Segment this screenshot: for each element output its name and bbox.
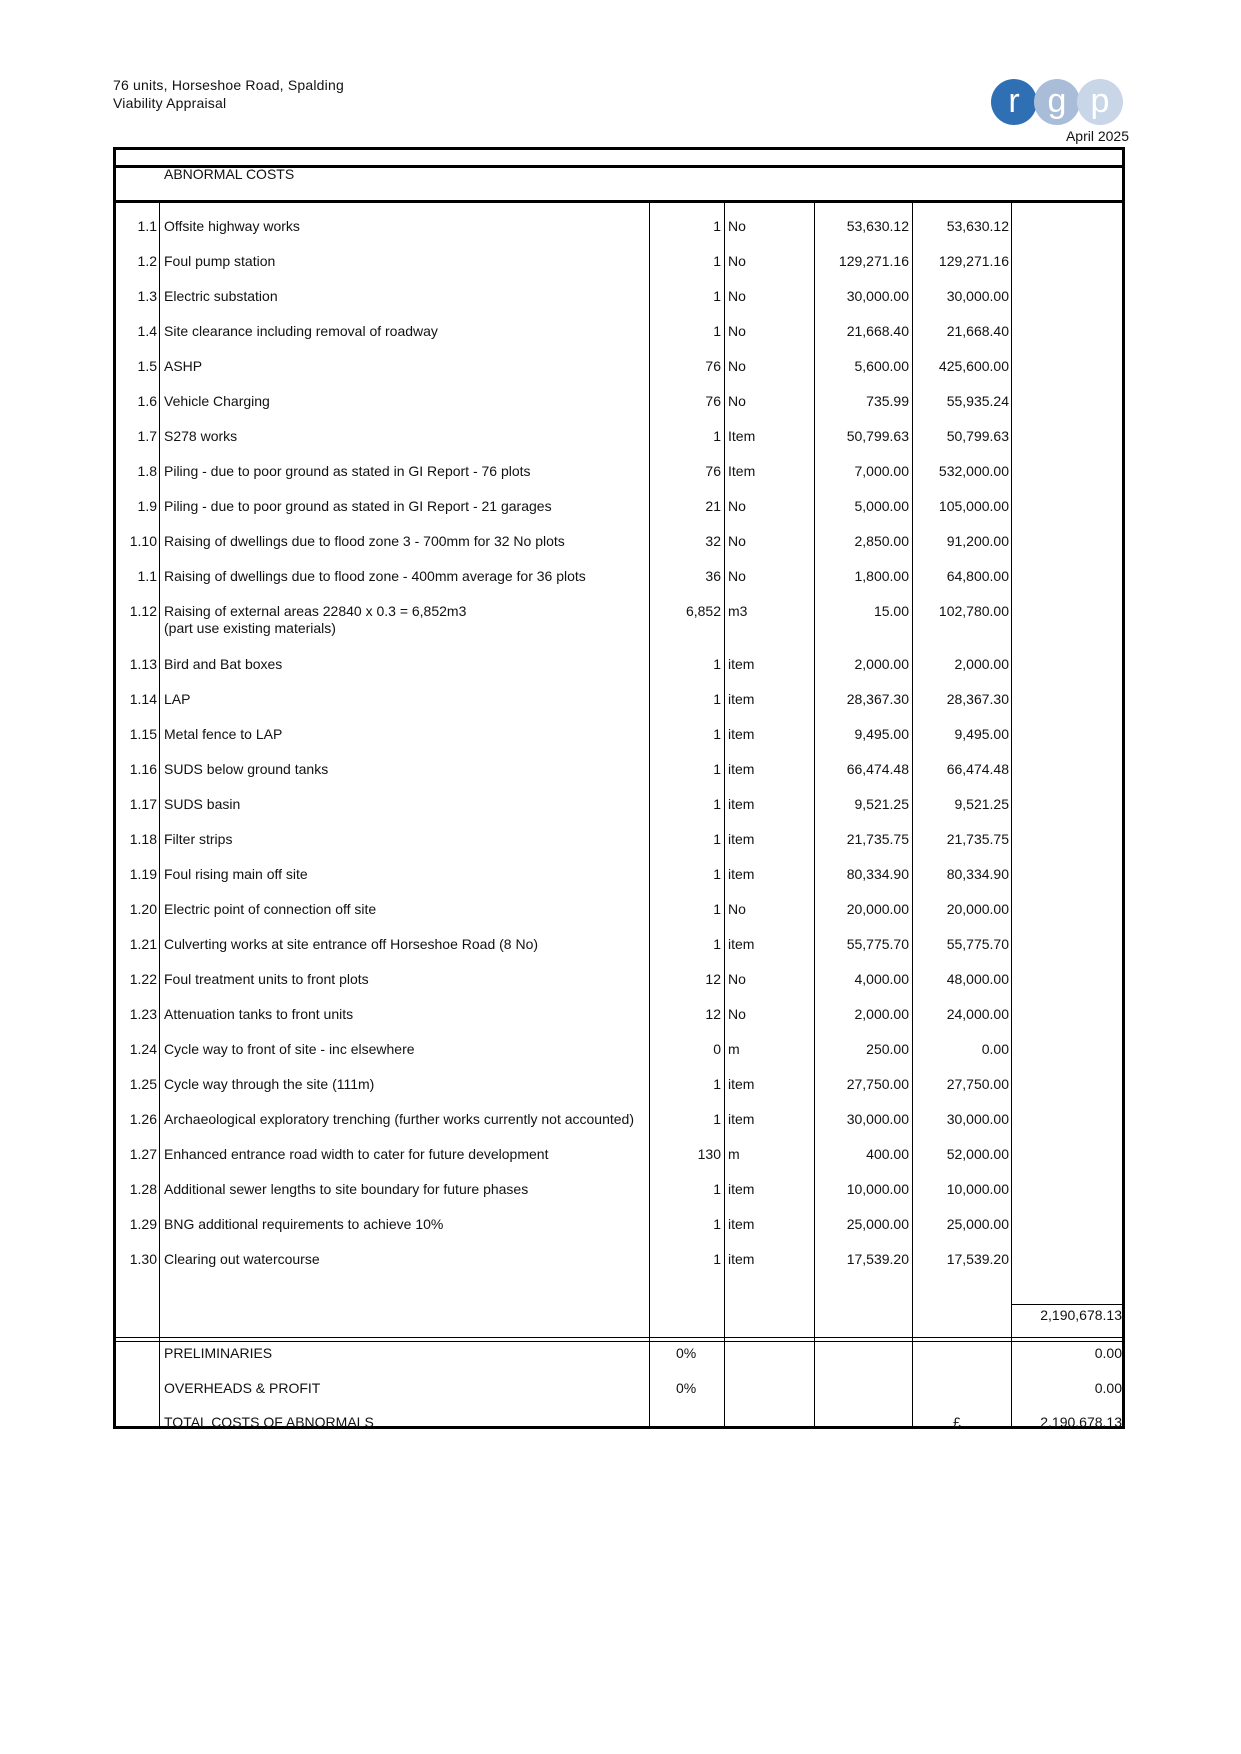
item-description: LAP bbox=[164, 691, 191, 707]
item-number: 1.8 bbox=[137, 463, 157, 479]
item-description: Additional sewer lengths to site boundary for future phases bbox=[164, 1181, 529, 1197]
item-unit: Item bbox=[728, 428, 756, 444]
item-total: 55,775.70 bbox=[946, 936, 1009, 952]
item-quantity: 1 bbox=[713, 253, 721, 269]
item-total: 10,000.00 bbox=[946, 1181, 1009, 1197]
item-quantity: 1 bbox=[713, 691, 721, 707]
item-unit: m bbox=[728, 1041, 740, 1057]
item-rate: 2,000.00 bbox=[854, 656, 909, 672]
report-date: April 2025 bbox=[1065, 128, 1129, 144]
item-quantity: 1 bbox=[713, 1076, 721, 1092]
item-rate: 1,800.00 bbox=[854, 568, 909, 584]
item-unit: m bbox=[728, 1146, 740, 1162]
item-quantity: 32 bbox=[705, 533, 721, 549]
item-total: 532,000.00 bbox=[938, 463, 1009, 479]
item-rate: 5,600.00 bbox=[854, 358, 909, 374]
item-total: 28,367.30 bbox=[946, 691, 1009, 707]
item-total: 66,474.48 bbox=[946, 761, 1009, 777]
document-header bbox=[113, 76, 344, 112]
item-rate: 2,850.00 bbox=[854, 533, 909, 549]
subtotal-rule bbox=[1012, 1304, 1125, 1305]
item-quantity: 76 bbox=[705, 358, 721, 374]
outer-border-left bbox=[113, 147, 116, 1429]
outer-border-top bbox=[113, 147, 1125, 150]
item-number: 1.27 bbox=[129, 1146, 157, 1162]
item-rate: 66,474.48 bbox=[846, 761, 909, 777]
item-total: 48,000.00 bbox=[946, 971, 1009, 987]
item-quantity: 1 bbox=[713, 831, 721, 847]
item-quantity: 1 bbox=[713, 323, 721, 339]
document-subtitle: Viability Appraisal bbox=[113, 95, 227, 111]
item-total: 102,780.00 bbox=[938, 603, 1009, 619]
item-unit: No bbox=[728, 218, 746, 234]
item-unit: No bbox=[728, 1006, 746, 1022]
footer-percentage: 0% bbox=[676, 1380, 697, 1396]
item-unit: Item bbox=[728, 463, 756, 479]
item-unit: No bbox=[728, 498, 746, 514]
item-rate: 7,000.00 bbox=[854, 463, 909, 479]
footer-amount: 2,190,678.13 bbox=[1040, 1414, 1122, 1430]
column-divider-5 bbox=[1011, 203, 1012, 1429]
item-number: 1.13 bbox=[129, 656, 157, 672]
column-divider-4 bbox=[912, 203, 913, 1429]
item-description: Enhanced entrance road width to cater for future development bbox=[164, 1146, 549, 1162]
item-total: 0.00 bbox=[981, 1041, 1009, 1057]
item-rate: 28,367.30 bbox=[846, 691, 909, 707]
item-rate: 80,334.90 bbox=[846, 866, 909, 882]
item-total: 2,000.00 bbox=[954, 656, 1009, 672]
item-description: Cycle way through the site (111m) bbox=[164, 1076, 375, 1092]
item-total: 80,334.90 bbox=[946, 866, 1009, 882]
item-unit: item bbox=[728, 691, 755, 707]
item-description: S278 works bbox=[164, 428, 238, 444]
item-total: 30,000.00 bbox=[946, 288, 1009, 304]
item-unit: No bbox=[728, 971, 746, 987]
item-unit: No bbox=[728, 568, 746, 584]
item-rate: 21,668.40 bbox=[846, 323, 909, 339]
footer-label: PRELIMINARIES bbox=[164, 1345, 273, 1361]
item-rate: 50,799.63 bbox=[846, 428, 909, 444]
item-total: 9,521.25 bbox=[954, 796, 1009, 812]
item-rate: 15.00 bbox=[873, 603, 909, 619]
item-description: Raising of dwellings due to flood zone - 400mm average for 36 plots bbox=[164, 568, 586, 584]
item-total: 30,000.00 bbox=[946, 1111, 1009, 1127]
item-description: BNG additional requirements to achieve 10% bbox=[164, 1216, 444, 1232]
item-total: 129,271.16 bbox=[938, 253, 1009, 269]
item-total: 50,799.63 bbox=[946, 428, 1009, 444]
item-number: 1.18 bbox=[129, 831, 157, 847]
item-number: 1.29 bbox=[129, 1216, 157, 1232]
item-quantity: 1 bbox=[713, 796, 721, 812]
item-number: 1.24 bbox=[129, 1041, 157, 1057]
item-rate: 21,735.75 bbox=[846, 831, 909, 847]
item-description: SUDS basin bbox=[164, 796, 241, 812]
item-number: 1.2 bbox=[137, 253, 157, 269]
item-unit: No bbox=[728, 393, 746, 409]
item-description: Metal fence to LAP bbox=[164, 726, 283, 742]
item-total: 105,000.00 bbox=[938, 498, 1009, 514]
item-quantity: 1 bbox=[713, 656, 721, 672]
item-number: 1.4 bbox=[137, 323, 157, 339]
column-divider-2 bbox=[724, 203, 725, 1429]
item-total: 21,735.75 bbox=[946, 831, 1009, 847]
item-unit: item bbox=[728, 1111, 755, 1127]
item-rate: 17,539.20 bbox=[846, 1251, 909, 1267]
item-number: 1.17 bbox=[129, 796, 157, 812]
footer-amount: 0.00 bbox=[1094, 1380, 1122, 1396]
item-total: 52,000.00 bbox=[946, 1146, 1009, 1162]
item-description: Culverting works at site entrance off Horseshoe Road (8 No) bbox=[164, 936, 539, 952]
item-unit: item bbox=[728, 656, 755, 672]
item-total: 425,600.00 bbox=[938, 358, 1009, 374]
item-quantity: 1 bbox=[713, 761, 721, 777]
rgp-logo bbox=[990, 78, 1126, 126]
footer-label: OVERHEADS & PROFIT bbox=[164, 1380, 321, 1396]
item-rate: 30,000.00 bbox=[846, 1111, 909, 1127]
item-total: 24,000.00 bbox=[946, 1006, 1009, 1022]
item-unit: item bbox=[728, 1216, 755, 1232]
item-quantity: 76 bbox=[705, 463, 721, 479]
item-unit: item bbox=[728, 796, 755, 812]
item-quantity: 1 bbox=[713, 1181, 721, 1197]
item-rate: 10,000.00 bbox=[846, 1181, 909, 1197]
item-description: Cycle way to front of site - inc elsewhere bbox=[164, 1041, 415, 1057]
item-description: Vehicle Charging bbox=[164, 393, 270, 409]
item-description: Bird and Bat boxes bbox=[164, 656, 283, 672]
item-rate: 9,521.25 bbox=[854, 796, 909, 812]
item-number: 1.15 bbox=[129, 726, 157, 742]
item-rate: 53,630.12 bbox=[846, 218, 909, 234]
item-number: 1.19 bbox=[129, 866, 157, 882]
footer-double-rule-2 bbox=[113, 1341, 1125, 1342]
item-quantity: 1 bbox=[713, 1216, 721, 1232]
item-description: Archaeological exploratory trenching (further works currently not accounted) bbox=[164, 1111, 635, 1127]
logo-letter-r: r bbox=[1008, 82, 1020, 120]
item-rate: 25,000.00 bbox=[846, 1216, 909, 1232]
item-quantity: 6,852 bbox=[685, 603, 721, 619]
item-rate: 55,775.70 bbox=[846, 936, 909, 952]
item-number: 1.1 bbox=[137, 218, 157, 234]
item-rate: 27,750.00 bbox=[846, 1076, 909, 1092]
item-quantity: 1 bbox=[713, 288, 721, 304]
item-unit: No bbox=[728, 288, 746, 304]
item-number: 1.3 bbox=[137, 288, 157, 304]
item-number: 1.14 bbox=[129, 691, 157, 707]
item-total: 53,630.12 bbox=[946, 218, 1009, 234]
item-unit: item bbox=[728, 1181, 755, 1197]
item-unit: item bbox=[728, 866, 755, 882]
logo-letter-g: g bbox=[1047, 82, 1067, 120]
column-divider-3 bbox=[814, 203, 815, 1429]
item-number: 1.28 bbox=[129, 1181, 157, 1197]
item-description-note: (part use existing materials) bbox=[164, 620, 336, 636]
item-rate: 9,495.00 bbox=[854, 726, 909, 742]
item-quantity: 1 bbox=[713, 726, 721, 742]
item-total: 91,200.00 bbox=[946, 533, 1009, 549]
item-number: 1.16 bbox=[129, 761, 157, 777]
item-number: 1.25 bbox=[129, 1076, 157, 1092]
item-quantity: 1 bbox=[713, 218, 721, 234]
item-unit: item bbox=[728, 761, 755, 777]
item-number: 1.20 bbox=[129, 901, 157, 917]
item-quantity: 1 bbox=[713, 428, 721, 444]
item-description: Foul treatment units to front plots bbox=[164, 971, 369, 987]
item-number: 1.12 bbox=[129, 603, 157, 619]
item-description: Raising of dwellings due to flood zone 3 - 700mm for 32 No plots bbox=[164, 533, 565, 549]
item-unit: item bbox=[728, 1251, 755, 1267]
item-number: 1.22 bbox=[129, 971, 157, 987]
item-quantity: 0 bbox=[713, 1041, 721, 1057]
item-rate: 20,000.00 bbox=[846, 901, 909, 917]
item-number: 1.30 bbox=[129, 1251, 157, 1267]
item-description: Foul rising main off site bbox=[164, 866, 308, 882]
item-unit: No bbox=[728, 358, 746, 374]
item-total: 9,495.00 bbox=[954, 726, 1009, 742]
item-total: 64,800.00 bbox=[946, 568, 1009, 584]
item-total: 25,000.00 bbox=[946, 1216, 1009, 1232]
item-description: Filter strips bbox=[164, 831, 233, 847]
item-rate: 129,271.16 bbox=[838, 253, 909, 269]
footer-double-rule-1 bbox=[113, 1337, 1125, 1338]
item-quantity: 1 bbox=[713, 901, 721, 917]
logo-letter-p: p bbox=[1090, 82, 1110, 120]
item-description: Raising of external areas 22840 x 0.3 = 6,852m3 bbox=[164, 603, 467, 619]
item-number: 1.21 bbox=[129, 936, 157, 952]
item-total: 55,935.24 bbox=[946, 393, 1009, 409]
currency-symbol: £ bbox=[953, 1414, 961, 1430]
item-unit: No bbox=[728, 253, 746, 269]
item-number: 1.23 bbox=[129, 1006, 157, 1022]
item-description: Piling - due to poor ground as stated in GI Report - 76 plots bbox=[164, 463, 531, 479]
item-number: 1.6 bbox=[137, 393, 157, 409]
item-total: 21,668.40 bbox=[946, 323, 1009, 339]
section-title: ABNORMAL COSTS bbox=[164, 166, 295, 182]
item-number: 1.9 bbox=[137, 498, 157, 514]
footer-label: TOTAL COSTS OF ABNORMALS bbox=[164, 1414, 374, 1430]
outer-border-right bbox=[1122, 147, 1125, 1429]
item-rate: 4,000.00 bbox=[854, 971, 909, 987]
item-description: Attenuation tanks to front units bbox=[164, 1006, 354, 1022]
item-quantity: 1 bbox=[713, 1251, 721, 1267]
item-quantity: 130 bbox=[697, 1146, 721, 1162]
item-description: Foul pump station bbox=[164, 253, 276, 269]
item-description: Site clearance including removal of roadway bbox=[164, 323, 438, 339]
item-unit: No bbox=[728, 323, 746, 339]
item-rate: 5,000.00 bbox=[854, 498, 909, 514]
item-quantity: 1 bbox=[713, 866, 721, 882]
item-number: 1.7 bbox=[137, 428, 157, 444]
item-description: Piling - due to poor ground as stated in GI Report - 21 garages bbox=[164, 498, 552, 514]
item-description: ASHP bbox=[164, 358, 203, 374]
item-rate: 30,000.00 bbox=[846, 288, 909, 304]
item-total: 17,539.20 bbox=[946, 1251, 1009, 1267]
item-number: 1.5 bbox=[137, 358, 157, 374]
item-number: 1.26 bbox=[129, 1111, 157, 1127]
item-quantity: 12 bbox=[705, 1006, 721, 1022]
item-rate: 2,000.00 bbox=[854, 1006, 909, 1022]
item-description: Electric point of connection off site bbox=[164, 901, 377, 917]
item-quantity: 36 bbox=[705, 568, 721, 584]
item-number: 1.10 bbox=[129, 533, 157, 549]
item-total: 20,000.00 bbox=[946, 901, 1009, 917]
project-title: 76 units, Horseshoe Road, Spalding bbox=[113, 77, 344, 93]
item-unit: item bbox=[728, 1076, 755, 1092]
item-quantity: 1 bbox=[713, 1111, 721, 1127]
item-number: 1.1 bbox=[137, 568, 157, 584]
item-unit: item bbox=[728, 726, 755, 742]
abnormal-costs-table bbox=[113, 147, 1125, 1429]
item-description: Offsite highway works bbox=[164, 218, 300, 234]
item-quantity: 21 bbox=[705, 498, 721, 514]
column-divider-1 bbox=[649, 203, 650, 1429]
item-rate: 400.00 bbox=[866, 1146, 909, 1162]
item-unit: item bbox=[728, 936, 755, 952]
footer-percentage: 0% bbox=[676, 1345, 697, 1361]
item-unit: No bbox=[728, 901, 746, 917]
item-total: 27,750.00 bbox=[946, 1076, 1009, 1092]
column-divider-number bbox=[159, 203, 160, 1429]
item-rate: 250.00 bbox=[866, 1041, 909, 1057]
item-rate: 735.99 bbox=[866, 393, 909, 409]
item-description: Clearing out watercourse bbox=[164, 1251, 320, 1267]
item-quantity: 12 bbox=[705, 971, 721, 987]
title-band-bottom-rule bbox=[113, 200, 1125, 203]
item-quantity: 1 bbox=[713, 936, 721, 952]
item-description: SUDS below ground tanks bbox=[164, 761, 329, 777]
item-quantity: 76 bbox=[705, 393, 721, 409]
item-unit: No bbox=[728, 533, 746, 549]
item-unit: m3 bbox=[728, 603, 748, 619]
footer-amount: 0.00 bbox=[1094, 1345, 1122, 1361]
item-unit: item bbox=[728, 831, 755, 847]
item-description: Electric substation bbox=[164, 288, 278, 304]
subtotal-amount: 2,190,678.13 bbox=[1040, 1307, 1122, 1323]
